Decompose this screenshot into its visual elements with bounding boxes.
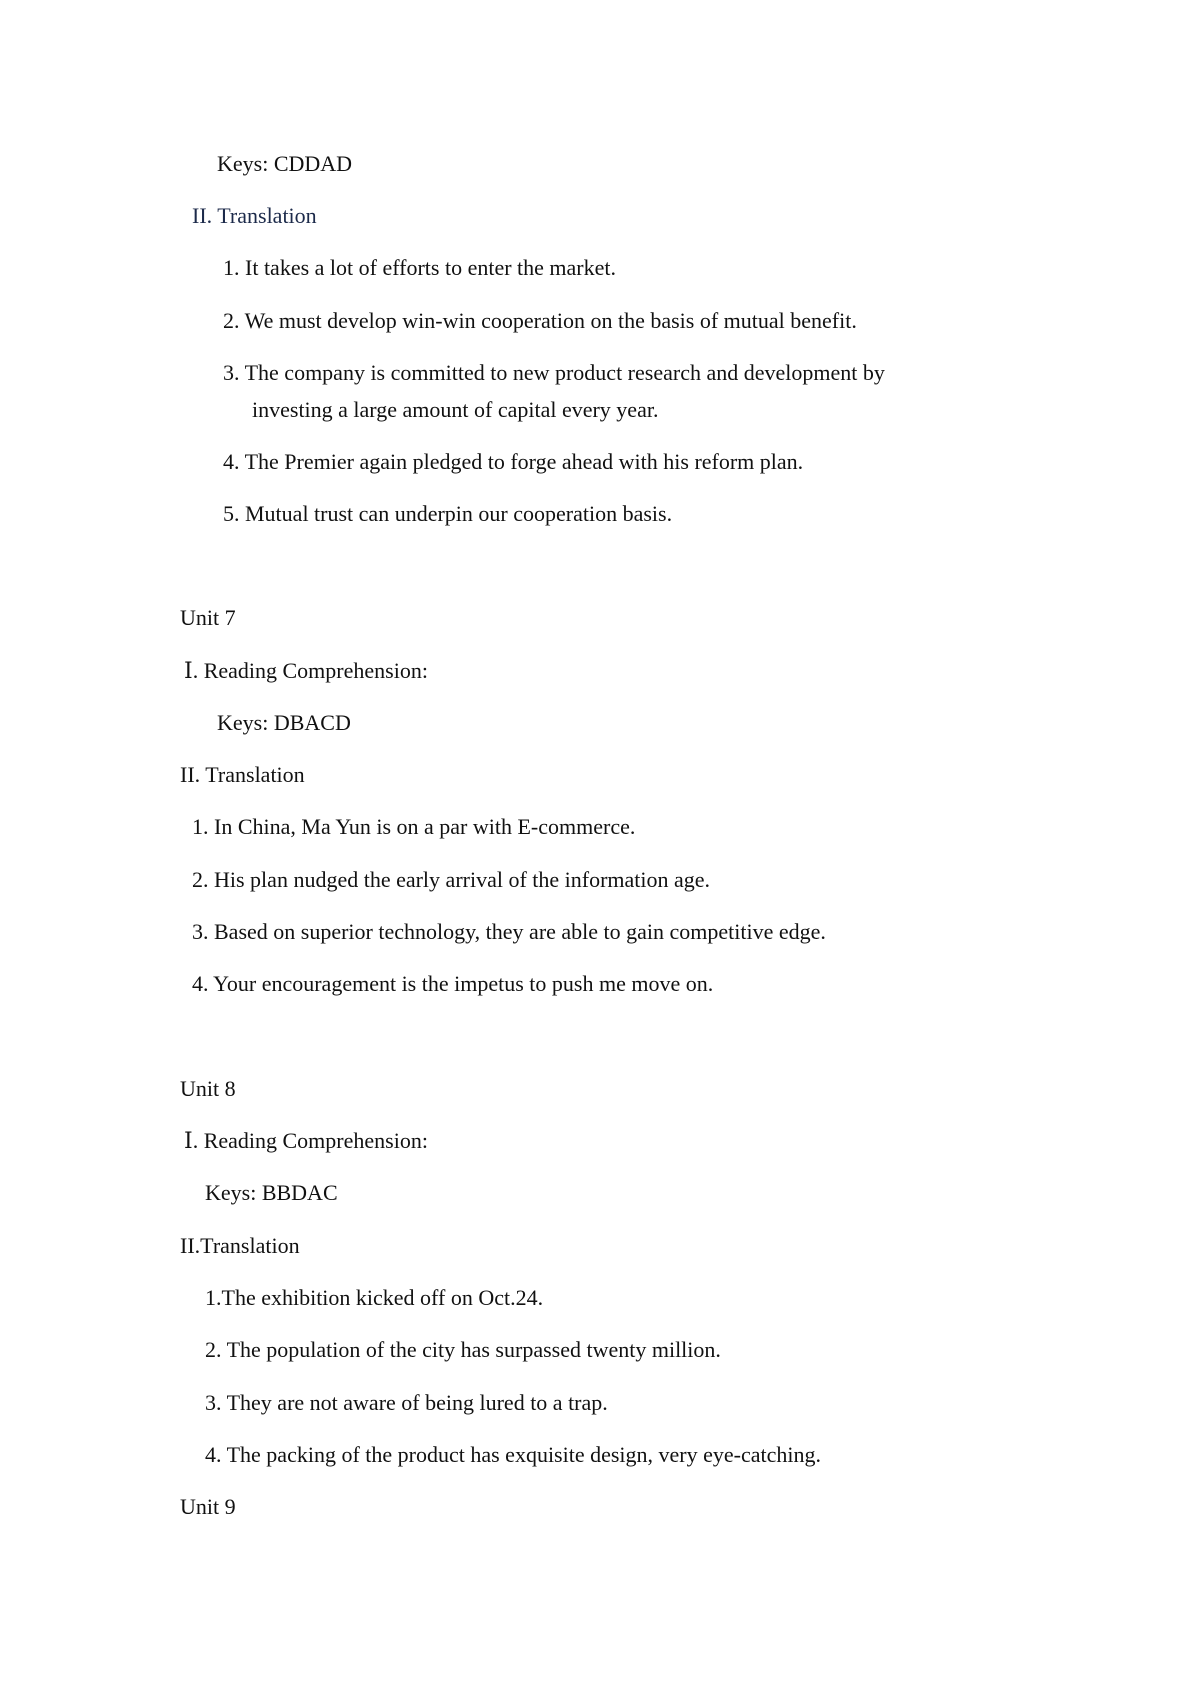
unit7-translation-heading: II. Translation — [180, 762, 305, 787]
translation-item-section6-3: 3. The company is committed to new product research and development by — [223, 360, 885, 385]
unit7-translation-item-2: 2. His plan nudged the early arrival of the information age. — [192, 867, 711, 892]
keys-line-section6: Keys: CDDAD — [217, 151, 353, 176]
translation-item-section6-3-continued: investing a large amount of capital every year. — [252, 397, 659, 422]
unit8-title: Unit 8 — [180, 1076, 236, 1101]
unit8-keys: Keys: BBDAC — [205, 1180, 338, 1205]
unit9-title: Unit 9 — [180, 1494, 236, 1519]
unit8-reading-heading: Ⅰ. Reading Comprehension: — [184, 1128, 428, 1153]
unit7-title: Unit 7 — [180, 605, 236, 630]
unit8-translation-item-4: 4. The packing of the product has exquisite design, very eye-catching. — [205, 1442, 822, 1467]
translation-item-section6-4: 4. The Premier again pledged to forge ahead with his reform plan. — [223, 449, 804, 474]
unit7-reading-heading: Ⅰ. Reading Comprehension: — [184, 658, 428, 683]
unit7-translation-item-3: 3. Based on superior technology, they are able to gain competitive edge. — [192, 919, 826, 944]
translation-heading-section6: II. Translation — [192, 203, 317, 228]
unit8-translation-item-1: 1.The exhibition kicked off on Oct.24. — [205, 1285, 544, 1310]
unit8-translation-item-2: 2. The population of the city has surpassed twenty million. — [205, 1337, 721, 1362]
translation-item-section6-1: 1. It takes a lot of efforts to enter the market. — [223, 255, 617, 280]
translation-item-section6-2: 2. We must develop win-win cooperation on the basis of mutual benefit. — [223, 308, 857, 333]
unit7-translation-item-4: 4. Your encouragement is the impetus to push me move on. — [192, 971, 714, 996]
translation-item-section6-5: 5. Mutual trust can underpin our cooperation basis. — [223, 501, 673, 526]
unit8-translation-item-3: 3. They are not aware of being lured to a trap. — [205, 1390, 608, 1415]
unit7-keys: Keys: DBACD — [217, 710, 351, 735]
unit8-translation-heading: II.Translation — [180, 1233, 300, 1258]
unit7-translation-item-1: 1. In China, Ma Yun is on a par with E-commerce. — [192, 814, 636, 839]
